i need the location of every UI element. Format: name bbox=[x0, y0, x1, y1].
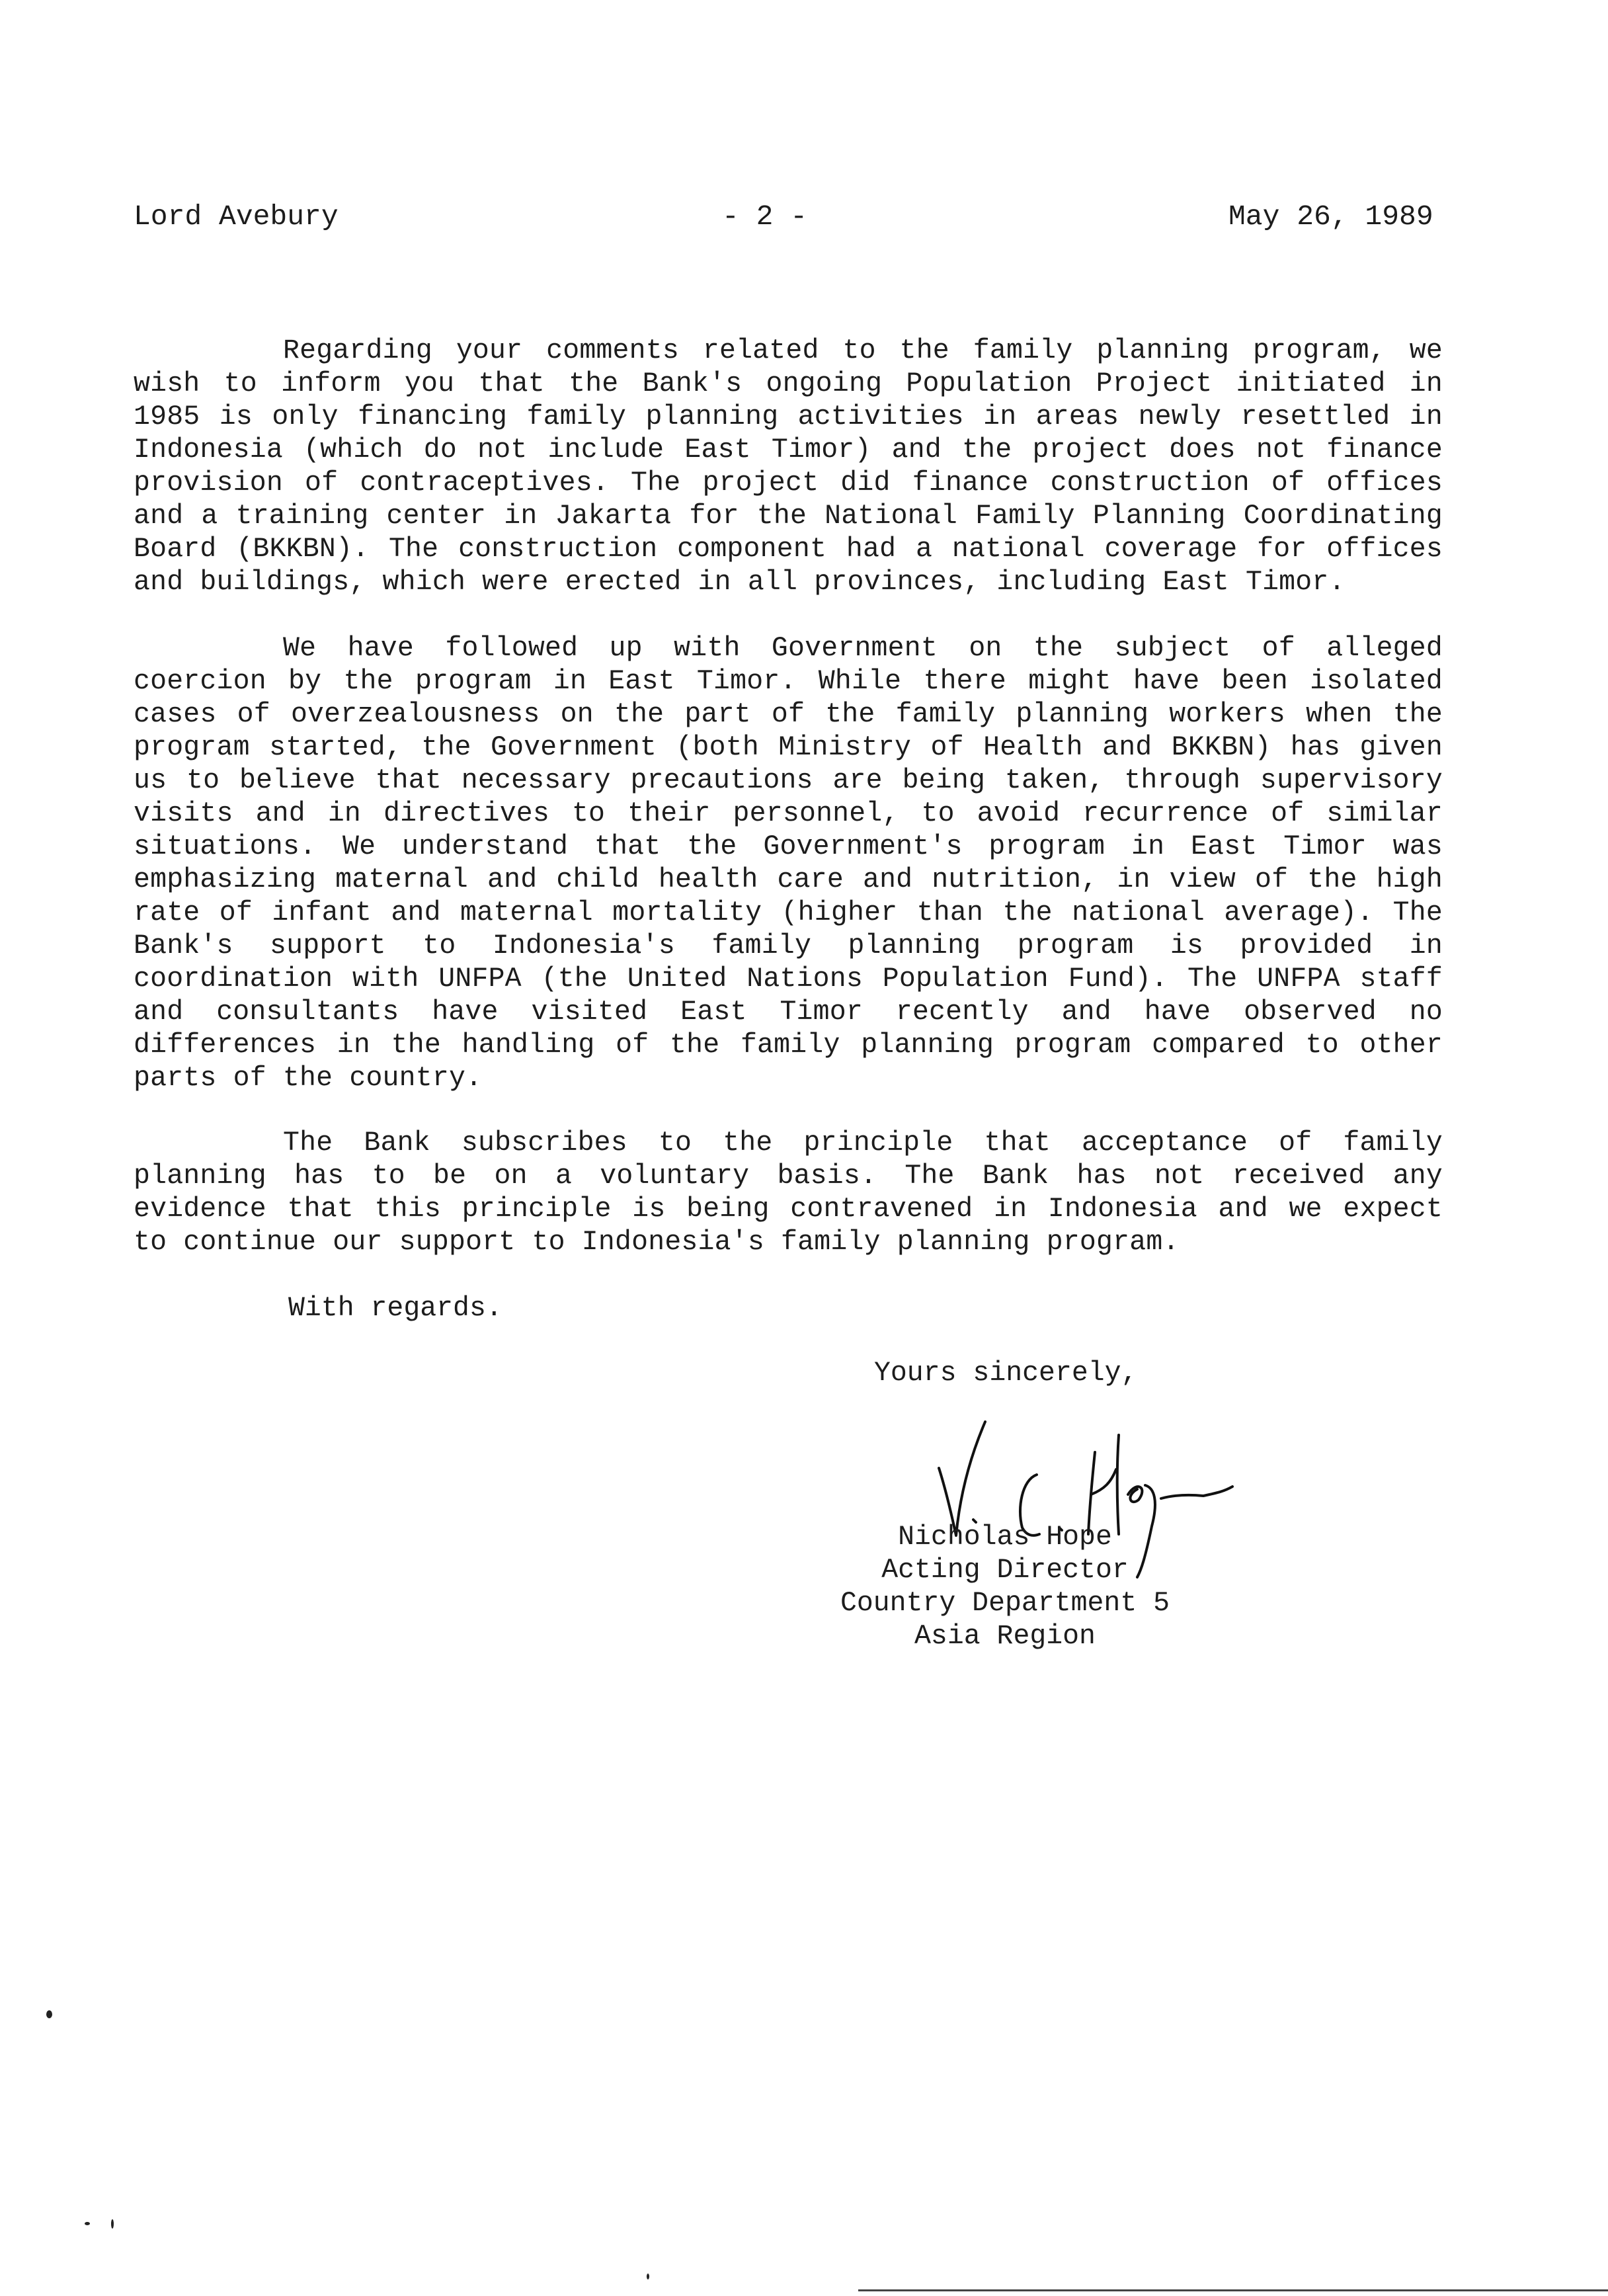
closing-sign-off: Yours sincerely, bbox=[874, 1358, 1138, 1389]
signatory-region: Asia Region bbox=[914, 1621, 1096, 1652]
signatory-department: Country Department 5 bbox=[840, 1588, 1170, 1619]
signature-stroke bbox=[1091, 1469, 1116, 1495]
scan-speck bbox=[85, 2222, 90, 2225]
signature-stroke bbox=[1117, 1435, 1119, 1534]
body-paragraph: Regarding your comments related to the family planning program, we wish to inform you that the Bank's ongoing Population Project initiated in 1985 is only financing family planning activities in areas newly resettled in Indonesia (which do not include East Timor) and the project does not finance provision of contraceptives. The project did finance construction of offices and a training center in Jakarta for the National Family Planning Coordinating Board (BKKBN). The construction component had a national coverage for offices and buildings, which were erected in all provinces, including East Timor. bbox=[134, 335, 1443, 598]
body-paragraph: The Bank subscribes to the principle that acceptance of family planning has to be on a voluntary basis. The Bank has not received any evidence that this principle is being contravened in Indonesia and we expect to continue our support to Indonesia's family planning program. bbox=[134, 1128, 1443, 1258]
addressee: Lord Avebury bbox=[134, 200, 339, 233]
signatory-name: Nicholas Hope bbox=[898, 1522, 1112, 1553]
page-header bbox=[0, 197, 1608, 237]
body-paragraph: We have followed up with Government on the subject of alleged coercion by the program in East Timor. While there might have been isolated cases of overzealousness on the part of the family planning workers when the program started, the Government (both Ministry of Health and BKKBN) has given us to believe that necessary precautions are being taken, through supervisory visits and in directives to their personnel, to avoid recurrence of similar situations. We understand that the Government's program in East Timor was emphasizing maternal and child health care and nutrition, in view of the high rate of infant and maternal mortality (higher than the national average). The Bank's support to Indonesia's family planning program is provided in coordination with UNFPA (the United Nations Population Fund). The UNFPA staff and consultants have visited East Timor recently and have observed no differences in the handling of the family planning program compared to other parts of the country. bbox=[134, 633, 1443, 1094]
page-number: - 2 - bbox=[722, 200, 808, 233]
signatory-block bbox=[820, 1521, 1190, 1653]
scan-speck bbox=[647, 2274, 649, 2279]
signature-stroke bbox=[1128, 1487, 1142, 1502]
scan-speck bbox=[46, 2010, 52, 2018]
bottom-edge-rule bbox=[858, 2289, 1608, 2291]
letter-date: May 26, 1989 bbox=[1228, 200, 1433, 233]
signature-stroke bbox=[939, 1422, 985, 1536]
signatory-title: Acting Director bbox=[881, 1555, 1129, 1586]
scan-speck bbox=[111, 2219, 114, 2229]
closing-regards: With regards. bbox=[288, 1293, 502, 1324]
signature-stroke bbox=[1161, 1487, 1232, 1498]
